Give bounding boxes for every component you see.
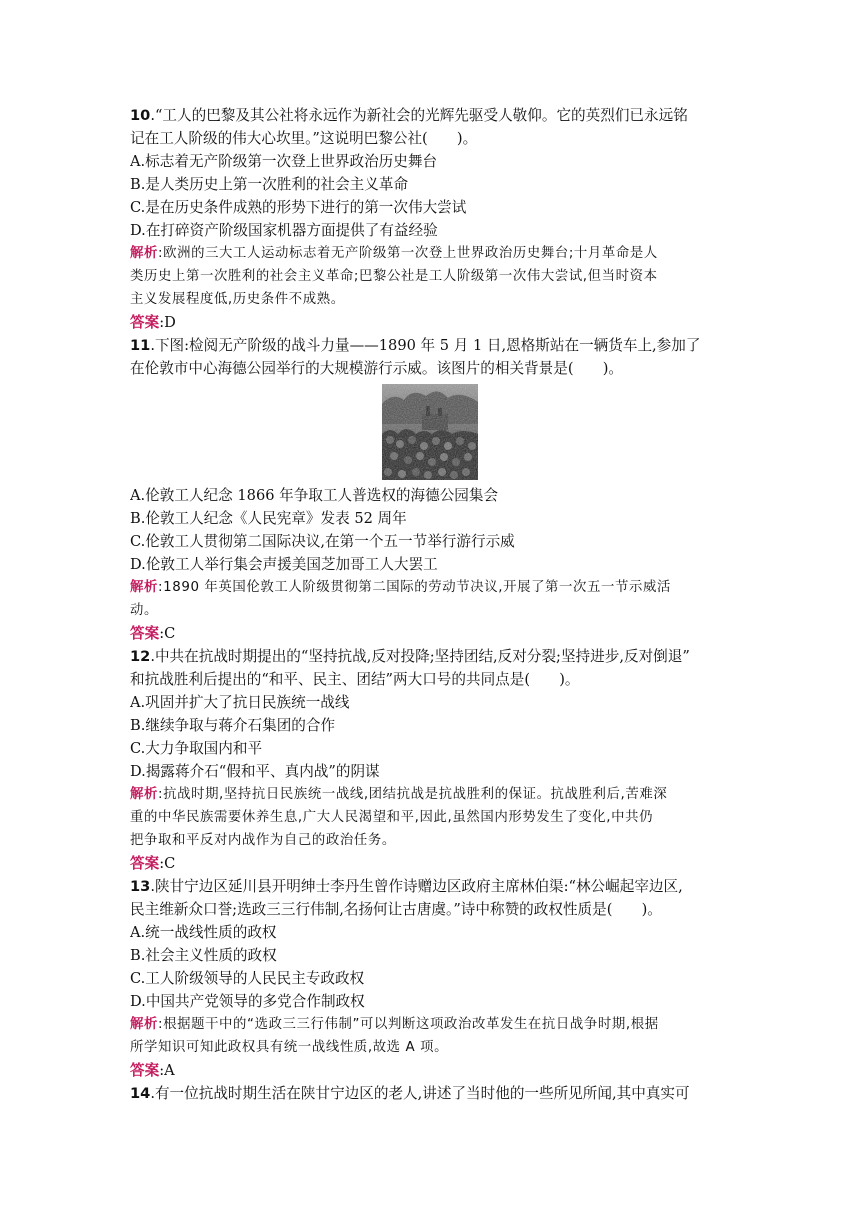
answer-label: 答案 [130,855,160,872]
question-stem-line: 10.“工人的巴黎及其公社将永远作为新社会的光辉先驱受人敬仰。它的英烈们已永远铭 [130,107,688,124]
answer-label: 答案 [130,1062,160,1079]
option-a: A.伦敦工人纪念 1866 年争取工人普选权的海德公园集会 [130,487,499,504]
option-c: C.伦敦工人贯彻第二国际决议,在第一个五一节举行游行示威 [130,533,515,550]
question-number: 10 [130,107,151,124]
option-b: B.社会主义性质的政权 [130,947,277,964]
option-d: D.中国共产党领导的多党合作制政权 [130,993,365,1010]
analysis-label: 解析 [130,787,158,802]
question-stem-line: 和抗战胜利后提出的“和平、民主、团结”两大口号的共同点是( )。 [130,671,580,688]
analysis-line: 解析:抗战时期,坚持抗日民族统一战线,团结抗战是抗战胜利的保证。抗战胜利后,苦难深 [130,787,668,802]
question-13 [130,875,730,1082]
question-stem-line: 民主维新众口誉;选政三三行伟制,名扬何让古唐虞。”诗中称赞的政权性质是( )。 [130,901,662,918]
question-stem-line: 14.有一位抗战时期生活在陕甘宁边区的老人,讲述了当时他的一些所见所闻,其中真实可 [130,1085,690,1102]
question-stem-line: 11.下图:检阅无产阶级的战斗力量——1890 年 5 月 1 日,恩格斯站在一辆货车上,参加了 [130,337,701,354]
question-number: 11 [130,337,151,354]
analysis-line: 把争取和平反对内战作为自己的政治任务。 [130,833,396,848]
option-d: D.伦敦工人举行集会声援美国芝加哥工人大罢工 [130,556,438,573]
answer-value: :A [159,1062,175,1079]
option-d: D.揭露蒋介石“假和平、真内战”的阴谋 [130,763,380,780]
analysis-line: 所学知识可知此政权具有统一战线性质,故选 A 项。 [130,1040,449,1055]
document-page [130,104,730,1105]
figure [130,380,730,484]
answer-value: :C [159,855,176,872]
question-14 [130,1082,730,1105]
answer-value: :C [159,625,176,642]
option-b: B.伦敦工人纪念《人民宪章》发表 52 周年 [130,510,407,527]
analysis-line: 解析:根据题干中的“选政三三行伟制”可以判断这项政治改革发生在抗日战争时期,根据 [130,1017,659,1032]
option-c: C.工人阶级领导的人民民主专政政权 [130,970,365,987]
analysis-line: 解析:1890 年英国伦敦工人阶级贯彻第二国际的劳动节决议,开展了第一次五一节示威活 [130,580,671,595]
answer-line [130,311,730,334]
option-c: C.是在历史条件成熟的形势下进行的第一次伟大尝试 [130,199,467,216]
question-number: 12 [130,648,151,665]
analysis-label: 解析 [130,580,158,595]
question-number: 13 [130,878,151,895]
analysis-line: 解析:欧洲的三大工人运动标志着无产阶级第一次登上世界政治历史舞台;十月革命是人 [130,246,658,261]
analysis-label: 解析 [130,246,158,261]
question-11 [130,334,730,645]
answer-line [130,1059,730,1082]
answer-value: :D [159,314,176,331]
question-10 [130,104,730,334]
option-a: A.标志着无产阶级第一次登上世界政治历史舞台 [130,153,438,170]
answer-line [130,852,730,875]
answer-label: 答案 [130,314,160,331]
question-12 [130,645,730,875]
analysis-line: 动。 [130,603,158,618]
option-a: A.巩固并扩大了抗日民族统一战线 [130,694,350,711]
analysis-line: 重的中华民族需要休养生息,广大人民渴望和平,因此,虽然国内形势发生了变化,中共仍 [130,810,654,825]
question-stem-line: 记在工人阶级的伟大心坎里。”这说明巴黎公社( )。 [130,130,478,147]
option-b: B.继续争取与蒋介石集团的合作 [130,717,336,734]
question-number: 14 [130,1085,151,1102]
analysis-label: 解析 [130,1017,158,1032]
option-d: D.在打碎资产阶级国家机器方面提供了有益经验 [130,222,438,239]
answer-line [130,622,730,645]
answer-label: 答案 [130,625,160,642]
question-stem-line: 在伦敦市中心海德公园举行的大规模游行示威。该图片的相关背景是( )。 [130,360,623,377]
option-b: B.是人类历史上第一次胜利的社会主义革命 [130,176,409,193]
question-stem-line: 12.中共在抗战时期提出的“坚持抗战,反对投降;坚持团结,反对分裂;坚持进步,反对倒退” [130,648,690,665]
option-a: A.统一战线性质的政权 [130,924,277,941]
analysis-line: 主义发展程度低,历史条件不成熟。 [130,292,345,307]
question-stem-line: 13.陕甘宁边区延川县开明绅士李丹生曾作诗赠边区政府主席林伯渠:“林公崛起宰边区, [130,878,683,895]
analysis-line: 类历史上第一次胜利的社会主义革命;巴黎公社是工人阶级第一次伟大尝试,但当时资本 [130,269,658,284]
option-c: C.大力争取国内和平 [130,740,263,757]
crowd-photo [382,384,478,480]
